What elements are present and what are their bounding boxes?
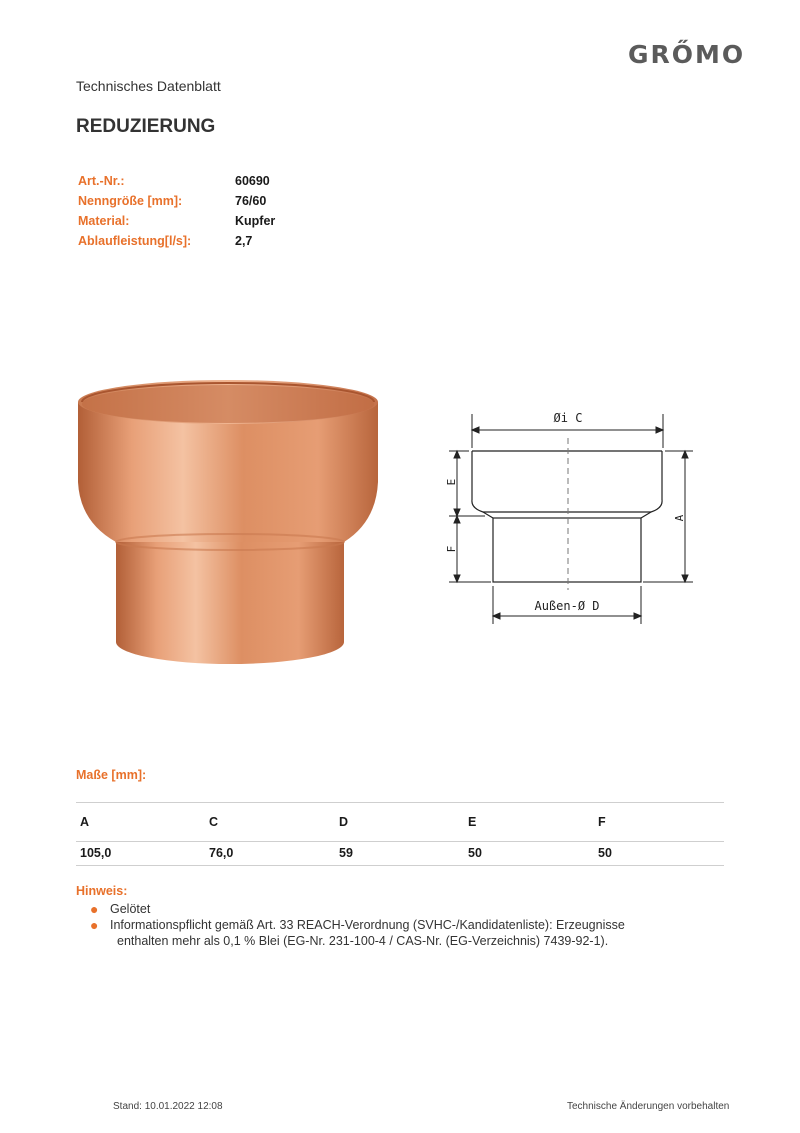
document-type: Technisches Datenblatt [76, 78, 221, 94]
table-cell: 76,0 [209, 846, 234, 860]
drawing-label-f: F [445, 545, 458, 553]
table-cell: 50 [598, 846, 612, 860]
spec-label: Nenngröße [mm]: [78, 194, 183, 208]
spec-value: Kupfer [235, 214, 276, 228]
notes-title: Hinweis: [76, 884, 128, 898]
bullet-icon: ● [90, 917, 99, 933]
drawing-label-d: Außen-Ø D [534, 599, 600, 613]
table-header-cell: C [209, 815, 219, 829]
table-cell: 105,0 [80, 846, 112, 860]
note-text: Informationspflicht gemäß Art. 33 REACH-Verordnung (SVHC-/Kandidatenliste): Erzeugnisse [110, 918, 625, 932]
spec-value: 60690 [235, 174, 270, 188]
spec-label: Art.-Nr.: [78, 174, 125, 188]
bullet-icon: ● [90, 901, 99, 917]
note-text-continued: enthalten mehr als 0,1 % Blei (EG-Nr. 231-100-4 / CAS-Nr. (EG-Verzeichnis) 7439-92-1). [117, 934, 609, 948]
spec-value: 2,7 [235, 234, 253, 248]
table-header-cell: F [598, 815, 606, 829]
table-header-row [76, 802, 724, 842]
product-photo [72, 372, 390, 668]
note-text: Gelötet [110, 902, 151, 916]
table-header-cell: E [468, 815, 477, 829]
table-cell: 59 [339, 846, 353, 860]
table-header-cell: D [339, 815, 349, 829]
spec-value: 76/60 [235, 194, 267, 208]
drawing-label-c: Øi C [553, 411, 583, 425]
table-row [76, 842, 724, 866]
page-title: REDUZIERUNG [76, 116, 216, 137]
technical-drawing [435, 400, 700, 630]
drawing-label-e: E [445, 478, 458, 486]
spec-label: Ablaufleistung[l/s]: [78, 234, 192, 248]
table-header-cell: A [80, 815, 90, 829]
dimensions-title: Maße [mm]: [76, 768, 147, 782]
table-cell: 50 [468, 846, 482, 860]
drawing-label-a: A [673, 514, 686, 522]
brand-logo: GRŐMO [628, 40, 746, 69]
spec-label: Material: [78, 214, 130, 228]
footer-disclaimer: Technische Änderungen vorbehalten [567, 1101, 730, 1112]
dimensions-table [76, 802, 724, 866]
footer-date: Stand: 10.01.2022 12:08 [113, 1101, 223, 1112]
